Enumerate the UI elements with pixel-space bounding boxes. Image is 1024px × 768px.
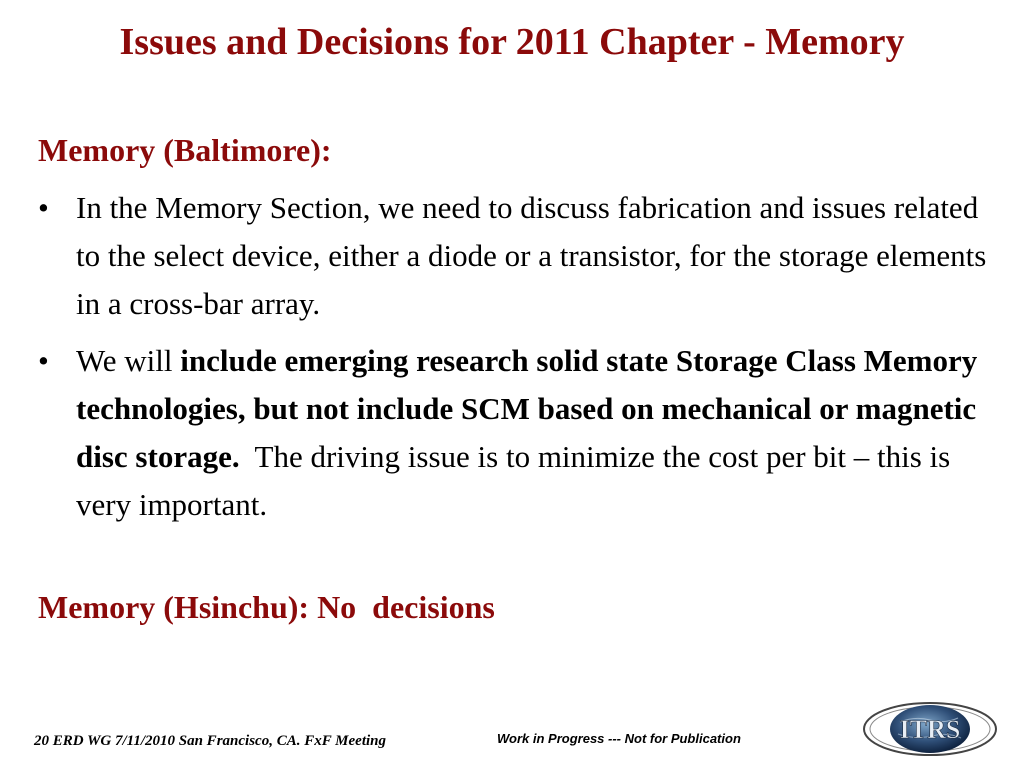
bullet-tail-text: The driving issue is to minimize the cost per bit – this is very important. [76, 439, 958, 522]
slide-title: Issues and Decisions for 2011 Chapter - Memory [119, 21, 905, 63]
bullet-marker: • [38, 190, 49, 225]
footer-notice: Work in Progress --- Not for Publication [497, 731, 741, 746]
bullet-bold-text: include emerging research solid state Storage Class Memory technologies, but not include SCM based on mechanical or magnetic disc storage. [76, 343, 978, 474]
bullet-item [38, 184, 988, 328]
bullet-text: In the Memory Section, we need to discuss fabrication and issues related to the select device, either a diode or a transistor, for the storage elements in a cross-bar array. [76, 190, 987, 321]
itrs-logo [860, 700, 1000, 758]
section-heading-baltimore: Memory (Baltimore): [38, 132, 332, 168]
bullet-lead-text: We will [76, 343, 181, 378]
bullet-marker: • [38, 343, 49, 378]
bullet-text [76, 337, 988, 529]
bullet-item [38, 337, 988, 529]
footer-left-text: 20 ERD WG 7/11/2010 San Francisco, CA. FxF Meeting [34, 733, 387, 749]
logo-text: ITRS [899, 715, 961, 744]
section-heading-hsinchu: Memory (Hsinchu): No decisions [38, 589, 495, 625]
itrs-logo-graphic [860, 700, 1000, 758]
